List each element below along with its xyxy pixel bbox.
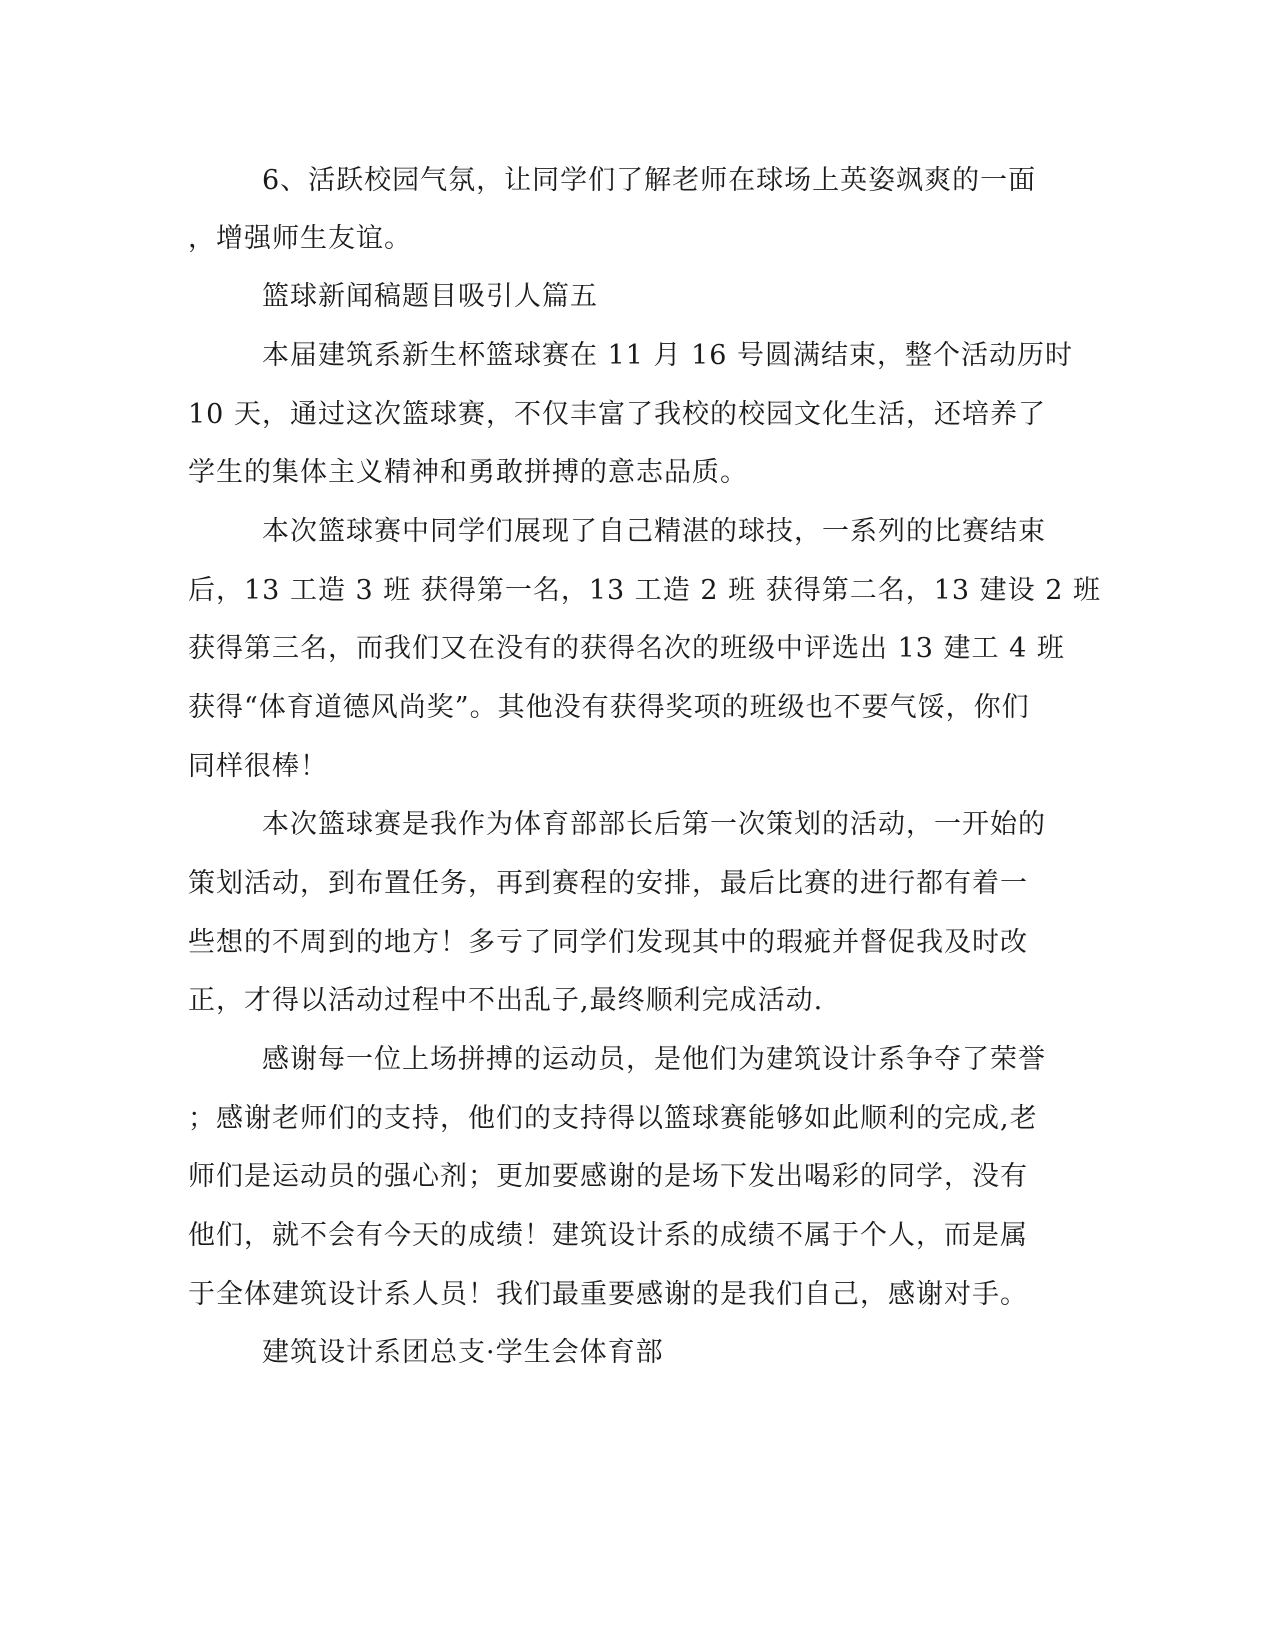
section-heading: 篮球新闻稿题目吸引人篇五	[262, 281, 598, 312]
signature-line: 建筑设计系团总支·学生会体育部	[262, 1337, 664, 1368]
text-line: 他们，就不会有今天的成绩！建筑设计系的成绩不属于个人，而是属	[188, 1220, 1028, 1251]
text-line: 些想的不周到的地方！多亏了同学们发现其中的瑕疵并督促我及时改	[188, 927, 1028, 958]
text-line: 后，13 工造 3 班 获得第一名，13 工造 2 班 获得第二名，13 建设 2 班	[188, 575, 1102, 606]
text-line: 获得“体育道德风尚奖”。其他没有获得奖项的班级也不要气馁，你们	[188, 692, 1030, 723]
text-line: 于全体建筑设计系人员！我们最重要感谢的是我们自己，感谢对手。	[188, 1279, 1028, 1310]
text-line: 感谢每一位上场拼搏的运动员，是他们为建筑设计系争夺了荣誉	[262, 1044, 1046, 1075]
text-line: 师们是运动员的强心剂；更加要感谢的是场下发出喝彩的同学，没有	[188, 1161, 1028, 1192]
text-line: 策划活动，到布置任务，再到赛程的安排，最后比赛的进行都有着一	[188, 868, 1028, 899]
text-line: ；感谢老师们的支持，他们的支持得以篮球赛能够如此顺利的完成,老	[188, 1103, 1038, 1134]
text-line: 正，才得以活动过程中不出乱子,最终顺利完成活动.	[188, 985, 824, 1016]
text-line: 本届建筑系新生杯篮球赛在 11 月 16 号圆满结束，整个活动历时	[262, 340, 1074, 371]
text-line: ，增强师生友谊。	[188, 223, 412, 254]
text-line: 6、活跃校园气氛，让同学们了解老师在球场上英姿飒爽的一面	[262, 165, 1037, 196]
text-line: 本次篮球赛是我作为体育部部长后第一次策划的活动，一开始的	[262, 809, 1046, 840]
text-line: 本次篮球赛中同学们展现了自己精湛的球技，一系列的比赛结束	[262, 516, 1046, 547]
text-line: 学生的集体主义精神和勇敢拼搏的意志品质。	[188, 457, 748, 488]
text-line: 同样很棒！	[188, 751, 328, 782]
text-line: 10 天，通过这次篮球赛，不仅丰富了我校的校园文化生活，还培养了	[188, 399, 1046, 430]
text-line: 获得第三名，而我们又在没有的获得名次的班级中评选出 13 建工 4 班	[188, 633, 1065, 664]
